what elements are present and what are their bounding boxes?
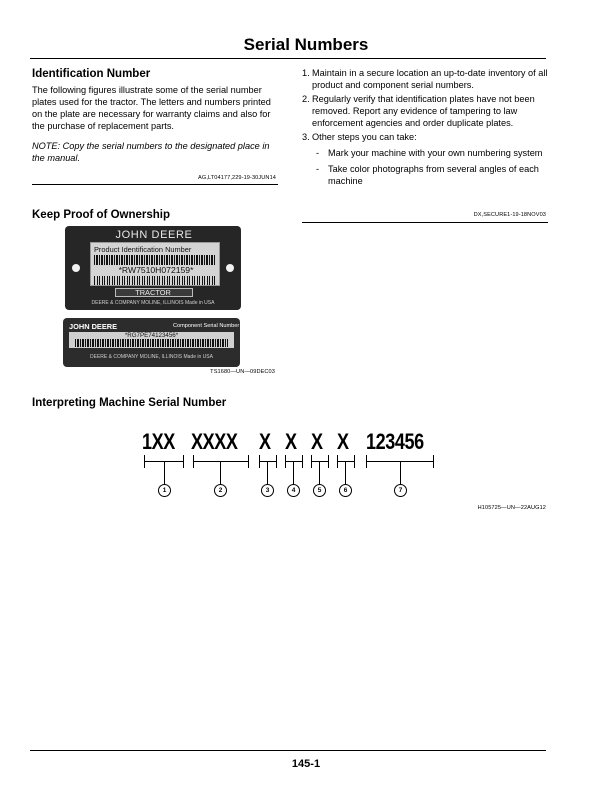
barcode-icon bbox=[94, 276, 216, 285]
serial-segment: X bbox=[311, 429, 323, 454]
bracket-tick bbox=[433, 455, 434, 468]
identification-ref: AG,LT04177,229-19-30JUN14 bbox=[198, 175, 276, 181]
step-number: 1. bbox=[302, 68, 310, 78]
footer-rule bbox=[30, 750, 546, 751]
barcode-icon bbox=[75, 339, 228, 347]
bracket-tick bbox=[259, 455, 260, 468]
bracket-line bbox=[285, 461, 303, 462]
plate-label: Product Identification Number bbox=[94, 245, 192, 254]
sub-step-text: Mark your machine with your own numbering system bbox=[328, 148, 543, 158]
list-item bbox=[302, 67, 550, 91]
steps-ref: DX,SECURE1-19-18NOV03 bbox=[473, 212, 546, 218]
list-item bbox=[302, 131, 550, 187]
list-item bbox=[316, 147, 550, 159]
leader-line bbox=[345, 461, 346, 485]
callout-6: 6 bbox=[339, 484, 352, 497]
bracket-tick bbox=[248, 455, 249, 468]
callout-3: 3 bbox=[261, 484, 274, 497]
step-text: Other steps you can take: bbox=[312, 132, 417, 142]
leader-line bbox=[267, 461, 268, 485]
identification-heading: Identification Number bbox=[32, 68, 151, 80]
step-text: Maintain in a secure location an up-to-date inventory of all product and component serial numbers. bbox=[312, 68, 548, 90]
leader-line bbox=[220, 461, 221, 485]
plate-label-panel bbox=[90, 242, 220, 286]
step-number: 2. bbox=[302, 94, 310, 104]
list-item bbox=[302, 93, 550, 129]
bracket-line bbox=[337, 461, 355, 462]
bracket-tick bbox=[354, 455, 355, 468]
bracket-tick bbox=[183, 455, 184, 468]
bracket-tick bbox=[302, 455, 303, 468]
dash-marker: - bbox=[316, 148, 320, 158]
serial-segment: X bbox=[259, 429, 271, 454]
callout-5: 5 bbox=[313, 484, 326, 497]
plate-footer: DEERE & COMPANY MOLINE, ILLINOIS Made in USA bbox=[91, 300, 215, 306]
leader-line bbox=[293, 461, 294, 485]
page-number: 145-1 bbox=[291, 758, 321, 770]
steps-rule bbox=[302, 222, 548, 223]
plate-number: *RW7510H072159* bbox=[118, 265, 194, 275]
bracket-line bbox=[311, 461, 329, 462]
barcode-icon bbox=[94, 255, 216, 265]
rivet-icon bbox=[226, 264, 234, 272]
leader-line bbox=[400, 461, 401, 485]
serial-segment: X bbox=[285, 429, 297, 454]
callout-7: 7 bbox=[394, 484, 407, 497]
page-title: Serial Numbers bbox=[243, 35, 369, 54]
plates-figure-ref: TS1680—UN—09DEC03 bbox=[210, 369, 275, 375]
bracket-line bbox=[259, 461, 277, 462]
plate-label-panel bbox=[69, 332, 234, 348]
bracket-tick bbox=[328, 455, 329, 468]
component-serial-plate bbox=[63, 318, 240, 367]
serial-segment: 1XX bbox=[142, 429, 175, 454]
dash-marker: - bbox=[316, 164, 320, 174]
title-rule bbox=[30, 58, 546, 59]
ownership-heading: Keep Proof of Ownership bbox=[32, 209, 171, 221]
plate-brand: JOHN DEERE bbox=[69, 322, 118, 331]
plate-number: *RG7PE74123456* bbox=[124, 332, 179, 339]
leader-line bbox=[319, 461, 320, 485]
bracket-tick bbox=[366, 455, 367, 468]
rivet-icon bbox=[72, 264, 80, 272]
product-id-plate bbox=[65, 226, 241, 310]
leader-line bbox=[164, 461, 165, 485]
bracket-tick bbox=[285, 455, 286, 468]
step-text: Regularly verify that identification plates have not been removed. Report any evidence of tampering to law enforcement agencies and order duplicate plates. bbox=[312, 94, 535, 128]
identification-note: NOTE: Copy the serial numbers to the designated place in the manual. bbox=[32, 141, 270, 163]
callout-1: 1 bbox=[158, 484, 171, 497]
interpreting-heading: Interpreting Machine Serial Number bbox=[32, 397, 227, 409]
sub-step-text: Take color photographs from several angles of each machine bbox=[328, 164, 539, 186]
bracket-tick bbox=[311, 455, 312, 468]
bracket-tick bbox=[193, 455, 194, 468]
serial-segment: 123456 bbox=[366, 429, 424, 454]
bracket-tick bbox=[276, 455, 277, 468]
serial-figure-ref: H105725—UN—22AUG12 bbox=[477, 505, 546, 511]
security-steps-list bbox=[302, 67, 550, 191]
identification-rule bbox=[32, 184, 278, 185]
bracket-tick bbox=[337, 455, 338, 468]
sub-steps-list bbox=[316, 147, 550, 187]
plate-model: TRACTOR bbox=[135, 288, 171, 297]
plate-brand: JOHN DEERE bbox=[115, 229, 193, 241]
callout-2: 2 bbox=[214, 484, 227, 497]
serial-segment: XXXX bbox=[191, 429, 238, 454]
identification-body: The following figures illustrate some of the serial number plates used for the tractor. The letters and numbers printed on the plate are necessary for warranty claims and also for the purchase of replacement parts. bbox=[32, 85, 271, 131]
bracket-line bbox=[193, 461, 249, 462]
serial-segment: X bbox=[337, 429, 349, 454]
list-item bbox=[316, 163, 550, 187]
callout-4: 4 bbox=[287, 484, 300, 497]
plate-label: Component Serial Number bbox=[173, 323, 240, 329]
bracket-tick bbox=[144, 455, 145, 468]
plate-footer: DEERE & COMPANY MOLINE, ILLINOIS Made in USA bbox=[90, 354, 213, 360]
step-number: 3. bbox=[302, 132, 310, 142]
